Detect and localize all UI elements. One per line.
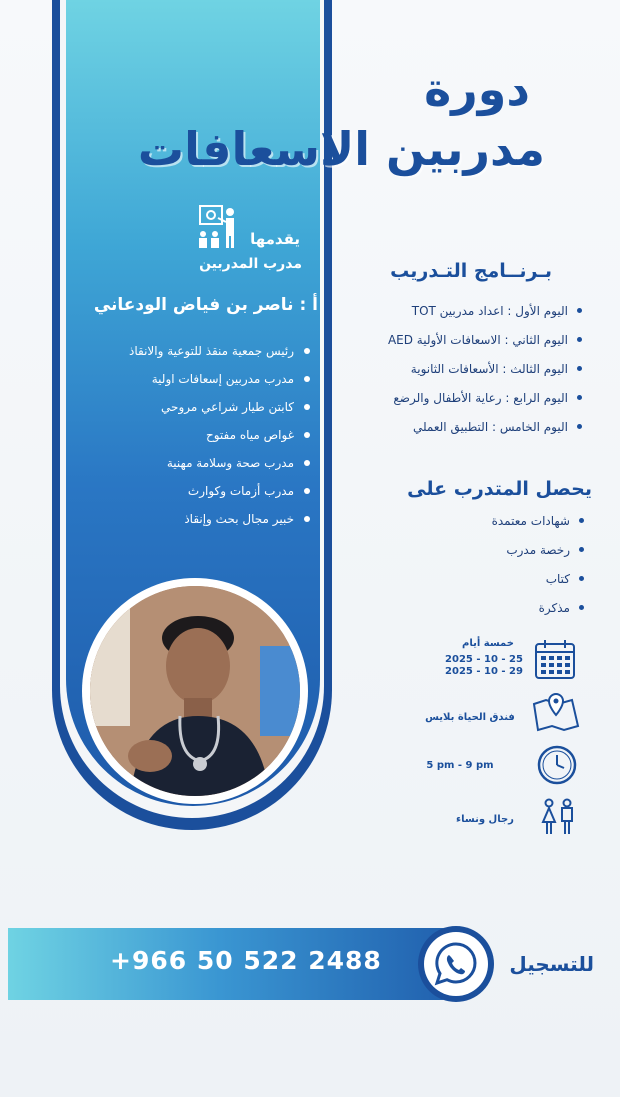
credentials-list [110,342,310,538]
list-item: اليوم الأول : اعداد مدربين TOT [332,302,582,320]
location-text: فندق الحياة بلايس [425,712,515,723]
audience-text: رجال ونساء [456,814,514,825]
program-list [332,302,582,447]
list-item: اليوم الثالث : الأسعافات الثانوية [332,360,582,378]
list-item: غواص مياه مفتوح [110,426,310,444]
list-item: كتاب [464,570,584,588]
date-from: 2025 - 10 - 25 [445,654,523,665]
list-item: اليوم الرابع : رعاية الأطفال والرضع [332,389,582,407]
whatsapp-icon[interactable] [432,940,480,988]
list-item: خبير مجال بحث وإنقاذ [110,510,310,528]
trainer-name: أ : ناصر بن فياض الودعاني [93,295,318,315]
people-icon [538,798,578,836]
list-item: اليوم الخامس : التطبيق العملي [332,418,582,436]
list-item: مدرب مدربين إسعافات اولية [110,370,310,388]
list-item: مدرب صحة وسلامة مهنية [110,454,310,472]
presenter-sub-label: مدرب المدربين [199,256,302,272]
date-to: 2025 - 10 - 29 [445,666,523,677]
map-pin-icon [532,690,580,732]
time-text: 5 pm - 9 pm [426,760,494,771]
presenter-label: يقدمها [250,230,300,248]
course-title-line2: مدربين الاسعافات [137,122,545,176]
course-title-line1: دورة [424,62,530,116]
benefits-list [464,512,584,628]
list-item: مذكرة [464,599,584,617]
duration-text: خمسة أيام [462,638,514,649]
list-item: اليوم الثاني : الاسعافات الأولية AED [332,331,582,349]
trainer-icon [196,204,240,250]
list-item: رئيس جمعية منقذ للتوعية والانقاذ [110,342,310,360]
benefits-title: يحصل المتدرب على [407,478,592,500]
clock-icon [536,744,578,786]
list-item: كابتن طيار شراعي مروحي [110,398,310,416]
list-item: شهادات معتمدة [464,512,584,530]
register-label: للتسجيل [509,952,594,976]
program-title: بـرنــامج التـدريب [390,260,552,282]
phone-number[interactable]: +966 50 522 2488 [110,946,382,975]
list-item: رخصة مدرب [464,541,584,559]
calendar-icon [534,638,576,680]
trainer-photo [90,586,300,796]
list-item: مدرب أزمات وكوارث [110,482,310,500]
